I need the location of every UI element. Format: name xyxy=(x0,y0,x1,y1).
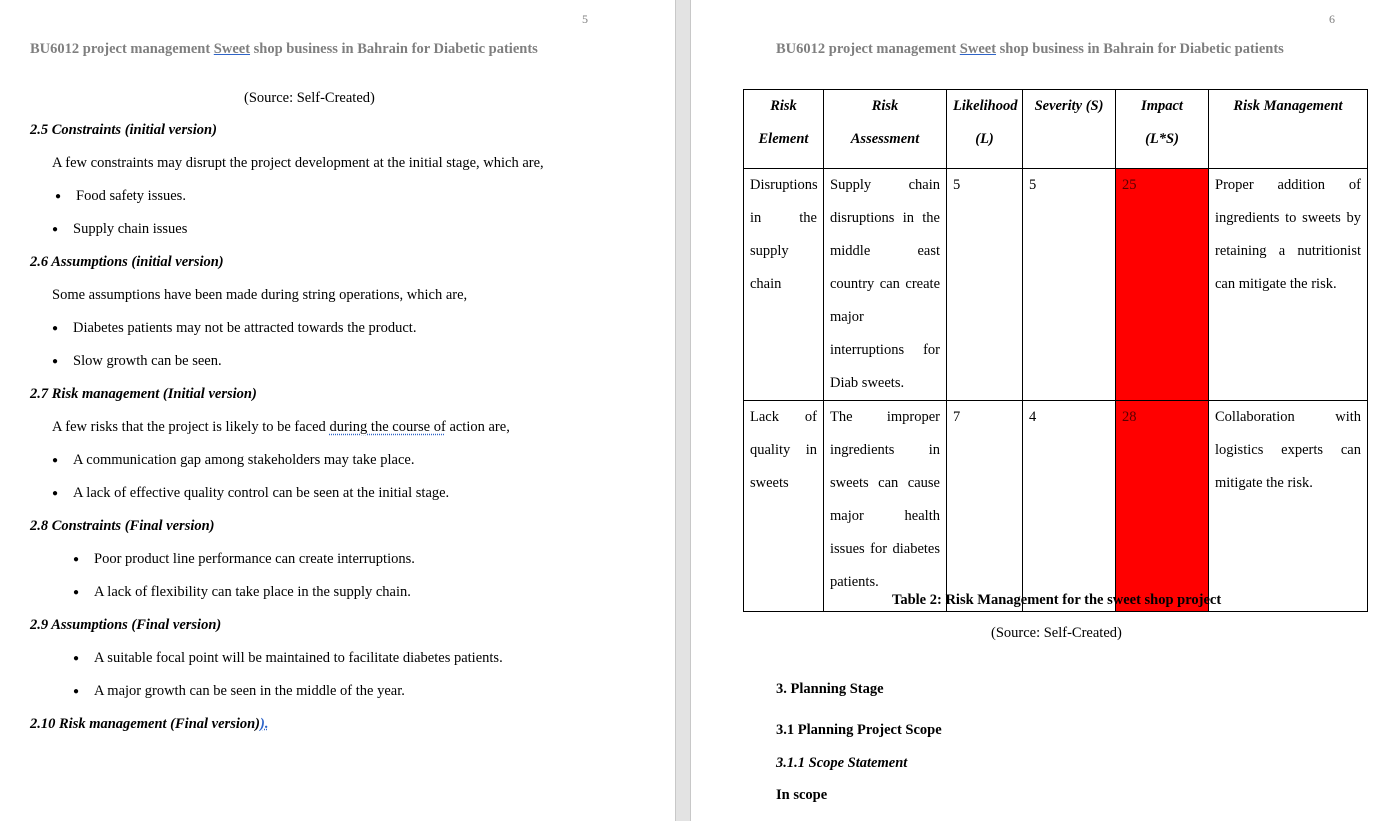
cell-risk-assessment: Supply chain disruptions in the middle east country can create major interruptions for Diab sweets. xyxy=(824,169,947,401)
grammar-flag[interactable]: ). xyxy=(260,716,269,732)
document-page-5 xyxy=(0,0,675,821)
source-note: (Source: Self-Created) xyxy=(244,90,375,106)
cell-likelihood: 7 xyxy=(947,401,1023,612)
header-text: Risk xyxy=(871,98,899,114)
header-text: Risk xyxy=(770,98,797,114)
header-sweet-word: Sweet xyxy=(959,41,997,57)
table-row xyxy=(744,401,1368,612)
heading-3-1-1: 3.1.1 Scope Statement xyxy=(776,755,908,771)
paragraph-2-6: Some assumptions have been made during string operations, which are, xyxy=(52,287,468,303)
cell-impact: 28 xyxy=(1116,401,1209,612)
heading-text: 2.10 Risk management (Final version) xyxy=(30,716,261,732)
page-number: 5 xyxy=(582,12,588,26)
cell-severity: 5 xyxy=(1023,169,1116,401)
list-item: ● A suitable focal point will be maintained to facilitate diabetes patients. xyxy=(94,650,503,667)
list-item: ● A lack of flexibility can take place in the supply chain. xyxy=(94,584,411,601)
page-gutter xyxy=(675,0,691,821)
header-suffix: shop business in Bahrain for Diabetic patients xyxy=(996,41,1284,57)
document-page-6 xyxy=(691,0,1390,821)
col-header-risk-assessment xyxy=(824,90,947,169)
list-item: ● Diabetes patients may not be attracted towards the product. xyxy=(73,320,416,337)
grammar-flag[interactable]: during the course of xyxy=(329,419,446,435)
header-text: Risk Management xyxy=(1233,98,1343,114)
header-text: (L*S) xyxy=(1145,131,1179,147)
page-number: 6 xyxy=(1329,12,1335,26)
cell-risk-element: Disruptions in the supply chain xyxy=(744,169,824,401)
header-text: Assessment xyxy=(850,131,920,147)
page-header xyxy=(30,41,538,58)
heading-2-7: 2.7 Risk management (Initial version) xyxy=(30,386,257,402)
paragraph-2-5: A few constraints may disrupt the project development at the initial stage, which are, xyxy=(52,155,544,171)
page-header xyxy=(776,41,1284,58)
heading-2-10 xyxy=(30,716,268,733)
cell-likelihood: 5 xyxy=(947,169,1023,401)
list-item: ● Supply chain issues xyxy=(73,221,187,238)
header-prefix: BU6012 project management xyxy=(776,41,960,57)
list-item: ● A communication gap among stakeholders may take place. xyxy=(73,452,414,469)
cell-risk-management: Proper addition of ingredients to sweets by retaining a nutritionist can mitigate the risk. xyxy=(1209,169,1368,401)
col-header-risk-management xyxy=(1209,90,1368,169)
col-header-likelihood xyxy=(947,90,1023,169)
table-header-row xyxy=(744,90,1368,169)
header-prefix: BU6012 project management xyxy=(30,41,214,57)
cell-risk-management: Collaboration with logistics experts can mitigate the risk. xyxy=(1209,401,1368,612)
cell-impact: 25 xyxy=(1116,169,1209,401)
cell-risk-element: Lack of quality in sweets xyxy=(744,401,824,612)
heading-3-1: 3.1 Planning Project Scope xyxy=(776,722,942,738)
header-text: Severity (S) xyxy=(1034,98,1104,114)
heading-2-9: 2.9 Assumptions (Final version) xyxy=(30,617,222,633)
paragraph-2-7 xyxy=(52,419,510,436)
col-header-impact xyxy=(1116,90,1209,169)
paragraph-text: action are, xyxy=(445,419,510,435)
col-header-severity xyxy=(1023,90,1116,169)
paragraph-text: A few risks that the project is likely to be faced xyxy=(52,419,330,435)
header-text: Element xyxy=(758,131,809,147)
list-item: ● Slow growth can be seen. xyxy=(73,353,222,370)
heading-2-5: 2.5 Constraints (initial version) xyxy=(30,122,217,138)
header-sweet-word: Sweet xyxy=(213,41,251,57)
list-item: ● A lack of effective quality control can be seen at the initial stage. xyxy=(73,485,449,502)
heading-3: 3. Planning Stage xyxy=(776,681,884,697)
header-text: (L) xyxy=(975,131,994,147)
col-header-risk-element xyxy=(744,90,824,169)
header-suffix: shop business in Bahrain for Diabetic patients xyxy=(250,41,538,57)
header-text: Likelihood xyxy=(953,98,1018,114)
table-row xyxy=(744,169,1368,401)
cell-risk-assessment: The improper ingredients in sweets can cause major health issues for diabetes patients. xyxy=(824,401,947,612)
subheading-in-scope: In scope xyxy=(776,787,828,803)
risk-table xyxy=(743,89,1368,612)
heading-2-8: 2.8 Constraints (Final version) xyxy=(30,518,215,534)
list-item: ● Food safety issues. xyxy=(76,188,186,205)
list-item: ● Poor product line performance can create interruptions. xyxy=(94,551,415,568)
cell-severity: 4 xyxy=(1023,401,1116,612)
list-item: ● A major growth can be seen in the middle of the year. xyxy=(94,683,405,700)
header-text: Impact xyxy=(1141,98,1183,114)
table-caption: Table 2: Risk Management for the sweet shop project xyxy=(892,592,1222,608)
source-note: (Source: Self-Created) xyxy=(991,625,1122,641)
heading-2-6: 2.6 Assumptions (initial version) xyxy=(30,254,224,270)
